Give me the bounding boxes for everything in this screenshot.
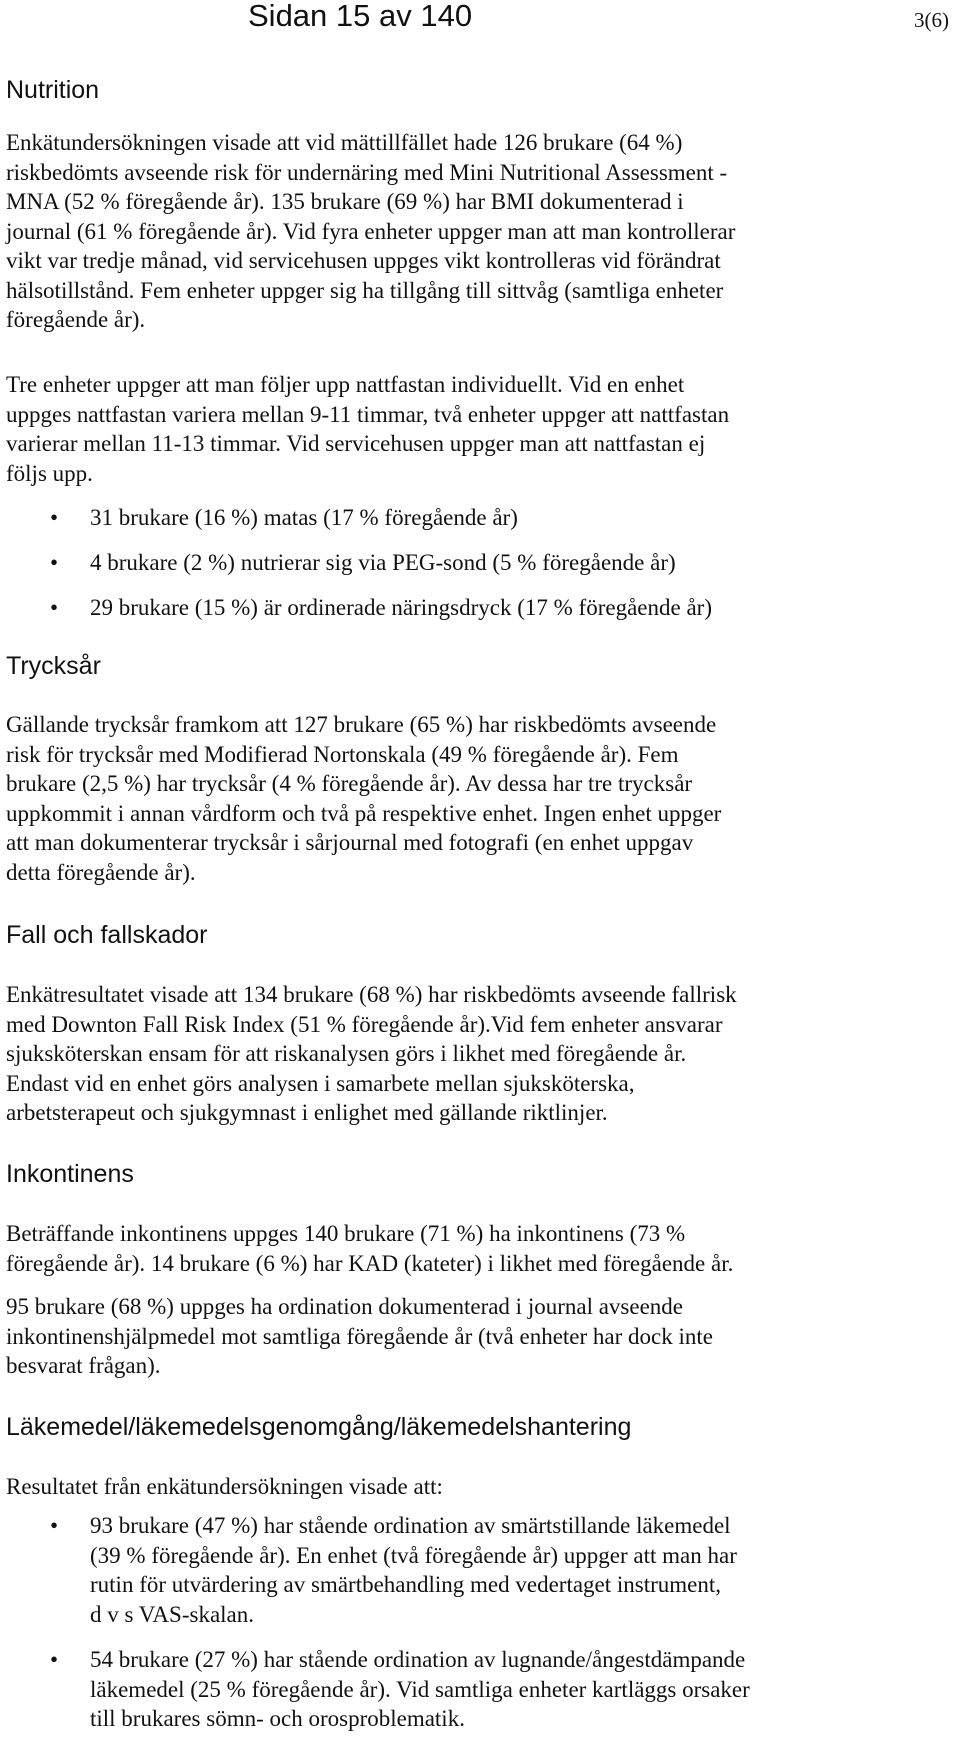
bullet-icon: • (49, 1513, 59, 1538)
text-line: Tre enheter uppger att man följer upp nattfastan individuellt. Vid en enhet (6, 372, 685, 397)
text-line: d v s VAS-skalan. (90, 1601, 254, 1627)
text-line: varierar mellan 11-13 timmar. Vid servicehusen uppger man att nattfastan ej (6, 431, 706, 456)
text-line: (39 % föregående år). En enhet (två föregående år) uppger att man har (90, 1542, 737, 1568)
text-line: Gällande trycksår framkom att 127 brukare (65 %) har riskbedömts avseende (6, 712, 717, 737)
heading-trycksar: Trycksår (6, 652, 101, 680)
text-line: vikt var tredje månad, vid servicehusen uppges vikt kontrolleras vid förändrat (6, 248, 721, 273)
text-line: med Downton Fall Risk Index (51 % föregående år).Vid fem enheter ansvarar (6, 1011, 723, 1037)
text-line: hälsotillstånd. Fem enheter uppger sig ha tillgång till sittvåg (samtliga enheter (6, 277, 724, 303)
document-page: Sidan 15 av 140 3(6) Nutrition Enkätundersökningen visade att vid mättillfället hade 126 brukare (64 %) riskbedömts avseende risk för undernäring med Mini Nutritional Assessment - MNA (52 % föregående år). 135 brukare (69 %) har BMI dokumenterad i journal (61 % föregående år). Vid fyra enheter uppger man att man kontrollerar vikt var tredje månad, vid servicehusen uppges vikt kontrolleras vid förändrat hälsotillstånd. Fem enheter uppger sig ha tillgång till sittvåg (samtliga enheter föregående år). Tre enheter uppger att man följer upp nattfastan individuellt. Vid en enhet uppges nattfastan variera mellan 9-11 timmar, två enheter uppger att nattfastan varierar mellan 11-13 timmar. Vid servicehusen uppger man att nattfastan ej följs upp. • 31 brukare (16 %) matas (17 % föregående år) • 4 brukare (2 %) nutrierar sig via PEG-sond (5 % föregående år) • 29 brukare (15 %) är ordinerade näringsdryck (17 % föregående år) Trycksår Gällande trycksår framkom att 127 brukare (65 %) har riskbedömts avseende risk för trycksår med Modifierad Nortonskala (49 % föregående år). Fem brukare (2,5 %) har trycksår (4 % föregående år). Av dessa har tre trycksår uppkommit i annan vårdform och två på respektive enhet. Ingen enhet uppger att man dokumenterar trycksår i sårjournal med fotografi (en enhet uppgav detta föregående år). Fall och fallskador Enkätresultatet visade att 134 brukare (68 %) har riskbedömts avseende fallrisk med Downton Fall Risk Index (51 % föregående år).Vid fem enheter ansvarar sjuksköterskan ensam för att riskanalysen görs i likhet med föregående år. Endast vid en enhet görs analysen i samarbete mellan sjuksköterska, arbetsterapeut och sjukgymnast i enlighet med gällande riktlinjer. Inkontinens Beträffande inkontinens uppges 140 brukare (71 %) ha inkontinens (73 % föregående år). 14 brukare (6 %) har KAD (kateter) i likhet med föregående år. 95 brukare (68 %) uppges ha ordination dokumenterad i journal avseende inkontinenshjälpmedel mot samtliga föregående år (två enheter har dock inte besvarat frågan). Läkemedel/läkemedelsgenomgång/läkemedelshantering Resultatet från enkätundersökningen visade att: • 93 brukare (47 %) har stående ordination av smärtstillande läkemedel (39 % föregående år). En enhet (två föregående år) uppger att man har rutin för utvärdering av smärtbehandling med vedertaget instrument, d v s VAS-skalan. • 54 brukare (27 %) har stående ordination av lugnande/ångestdämpande läkemedel (25 % föregående år). Vid samtliga enheter kartläggs orsaker till brukares sömn- och orosproblematik. (0, 0, 960, 1737)
heading-lakemedel: Läkemedel/läkemedelsgenomgång/läkemedelshantering (6, 1413, 632, 1441)
bullet-icon: • (49, 1647, 59, 1672)
bullet-icon: • (49, 550, 59, 575)
text-line: till brukares sömn- och orosproblematik. (90, 1706, 465, 1731)
text-line: följs upp. (6, 460, 93, 486)
heading-inkontinens: Inkontinens (6, 1160, 134, 1188)
lakemedel-intro: Resultatet från enkätundersökningen visade att: (6, 1474, 443, 1499)
text-line: 54 brukare (27 %) har stående ordination av lugnande/ångestdämpande (90, 1647, 746, 1672)
heading-fall: Fall och fallskador (6, 921, 208, 949)
text-line: läkemedel (25 % föregående år). Vid samtliga enheter kartläggs orsaker (90, 1676, 750, 1702)
text-line: Enkätundersökningen visade att vid mättillfället hade 126 brukare (64 %) (6, 130, 683, 155)
text-line: 95 brukare (68 %) uppges ha ordination dokumenterad i journal avseende (6, 1294, 684, 1319)
text-line: arbetsterapeut och sjukgymnast i enlighet med gällande riktlinjer. (6, 1100, 608, 1125)
bullet-icon: • (49, 595, 59, 620)
text-line: uppges nattfastan variera mellan 9-11 timmar, två enheter uppger att nattfastan (6, 401, 730, 427)
text-line: journal (61 % föregående år). Vid fyra enheter uppger man att man kontrollerar (6, 218, 736, 244)
text-line: brukare (2,5 %) har trycksår (4 % föregående år). Av dessa har tre trycksår (6, 771, 693, 796)
bullet-icon: • (49, 505, 59, 530)
trycksar-paragraph (6, 710, 941, 887)
inkontinens-paragraph-1 (6, 1219, 941, 1278)
text-line: föregående år). 14 brukare (6 %) har KAD (kateter) i likhet med föregående år. (6, 1250, 734, 1276)
text-line: detta föregående år). (6, 859, 196, 885)
text-line: MNA (52 % föregående år). 135 brukare (69 %) har BMI dokumenterad i (6, 189, 684, 214)
text-line: 93 brukare (47 %) har stående ordination av smärtstillande läkemedel (90, 1513, 731, 1538)
text-line: riskbedömts avseende risk för undernäring med Mini Nutritional Assessment - (6, 159, 728, 185)
nutrition-paragraph-1 (6, 128, 941, 335)
page-number: 3(6) (914, 8, 949, 32)
inkontinens-paragraph-2 (6, 1292, 941, 1381)
heading-nutrition: Nutrition (6, 76, 100, 104)
text-line: inkontinenshjälpmedel mot samtliga föregående år (två enheter har dock inte (6, 1323, 713, 1349)
fall-paragraph (6, 980, 941, 1128)
text-line: Endast vid en enhet görs analysen i samarbete mellan sjuksköterska, (6, 1070, 635, 1096)
text-line: att man dokumenterar trycksår i sårjournal med fotografi (en enhet uppgav (6, 830, 694, 855)
page-counter-title: Sidan 15 av 140 (248, 0, 473, 33)
text-line: Enkätresultatet visade att 134 brukare (68 %) har riskbedömts avseende fallrisk (6, 982, 737, 1007)
nutrition-paragraph-2 (6, 370, 941, 488)
text-line: sjuksköterskan ensam för att riskanalysen görs i likhet med föregående år. (6, 1041, 687, 1066)
text-line: besvarat frågan). (6, 1353, 161, 1378)
text-line: uppkommit i annan vårdform och två på respektive enhet. Ingen enhet uppger (6, 800, 722, 826)
text-line: risk för trycksår med Modifierad Nortonskala (49 % föregående år). Fem (6, 741, 679, 767)
text-line: rutin för utvärdering av smärtbehandling med vedertaget instrument, (90, 1572, 722, 1597)
text-line: Beträffande inkontinens uppges 140 brukare (71 %) ha inkontinens (73 % (6, 1221, 686, 1246)
text-line: föregående år). (6, 307, 146, 332)
